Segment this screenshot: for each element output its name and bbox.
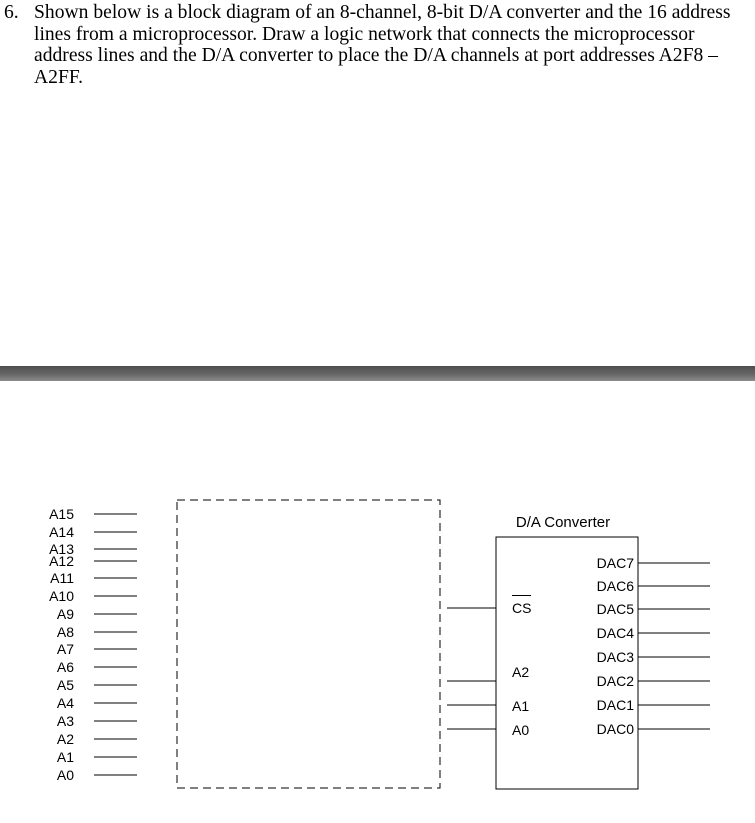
output-label-dac7: DAC7	[596, 555, 634, 571]
output-label-dac6: DAC6	[596, 578, 634, 594]
question-text: Shown below is a block diagram of an 8-channel, 8-bit D/A converter and the 16 address lines from a microprocessor. Draw a logic network that connects the microprocessor address lines and the D/A converter to place the D/A channels at port addresses A2F8 – A2FF.	[34, 2, 731, 88]
output-label-dac2: DAC2	[596, 673, 634, 689]
address-label-a9: A9	[56, 606, 74, 622]
address-label-a3: A3	[56, 713, 74, 729]
address-label-a13: A13	[49, 541, 74, 557]
input-label-a0: A0	[512, 722, 530, 738]
address-label-a15: A15	[49, 506, 74, 522]
output-label-dac3: DAC3	[596, 649, 634, 665]
address-label-a14: A14	[49, 524, 74, 540]
address-label-a10: A10	[49, 588, 74, 604]
address-label-a12: A12	[49, 553, 74, 569]
output-label-dac0: DAC0	[596, 721, 634, 737]
output-label-dac4: DAC4	[596, 625, 634, 641]
converter-inputs	[447, 596, 531, 739]
address-label-a11: A11	[50, 570, 74, 586]
address-label-a5: A5	[56, 677, 74, 693]
address-label-a1: A1	[56, 749, 74, 765]
input-label-cs: CS	[512, 600, 532, 616]
address-label-a8: A8	[56, 624, 74, 640]
question-number: 6.	[4, 2, 19, 23]
input-label-a1: A1	[512, 698, 530, 714]
address-label-a7: A7	[56, 641, 74, 657]
address-label-a4: A4	[56, 695, 74, 711]
output-label-dac1: DAC1	[596, 697, 634, 713]
input-label-a2: A2	[512, 664, 530, 680]
address-label-a6: A6	[56, 659, 74, 675]
logic-network-area	[177, 500, 440, 788]
converter-title: D/A Converter	[515, 514, 611, 531]
converter-outputs	[597, 555, 710, 737]
output-label-dac5: DAC5	[596, 601, 634, 617]
address-lines	[49, 506, 137, 783]
address-label-a0: A0	[56, 767, 74, 783]
address-label-a2: A2	[56, 731, 74, 747]
